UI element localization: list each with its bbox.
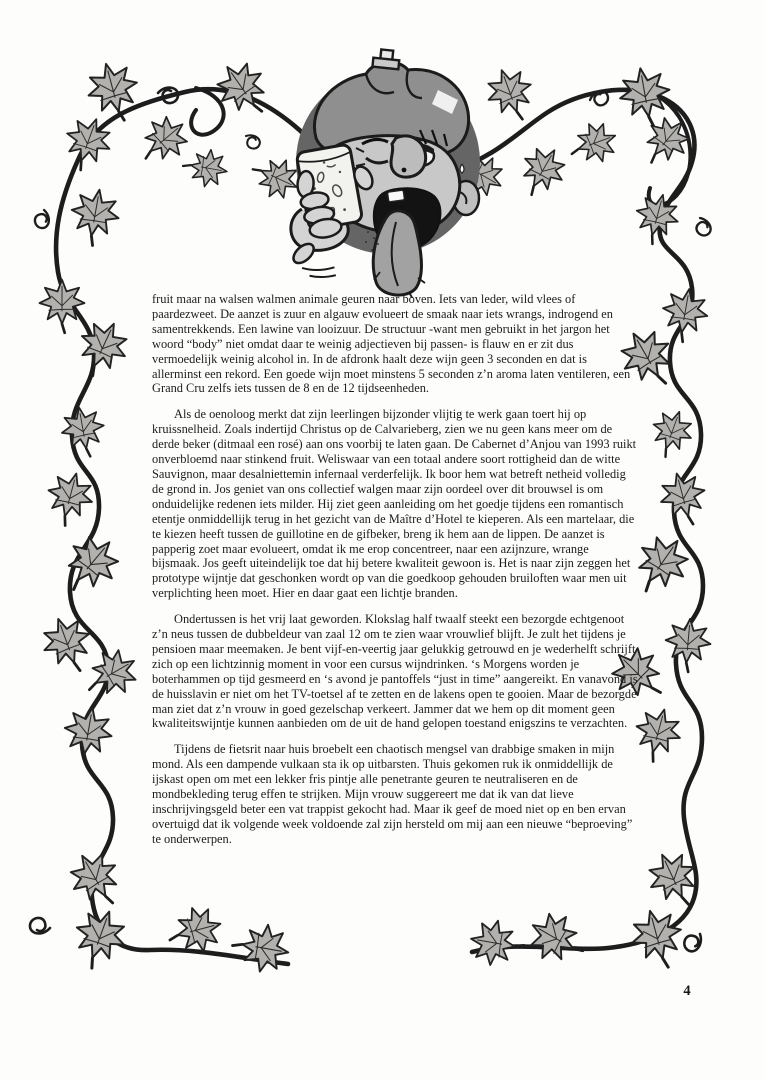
nostril: [402, 168, 407, 173]
ivy-leaf-icon: [66, 186, 123, 249]
ivy-leaf-icon: [658, 285, 712, 345]
ivy-leaf-icon: [521, 905, 593, 974]
vine-tendril-icon: [681, 929, 704, 954]
article-paragraph-2: Als de oenoloog merkt dat zijn leerlingen bijzonder vlijtig te werk gaan toert hij op kruissnelheid. Zoals indertijd Christus op de Calvarieberg, zien we nu geen kans meer om de derde beker (ditmaal een rosé) aan ons voorbij te laten gaan. De Cabernet d’Anjou van 1993 ruikt onverbloemd naar stinkend fruit. Weliswaar van een totaal andere soort rottigheid dan de witte Sauvignon, maar desalniettemin infernaal verderfelijk. Ik boor hem wat betreft netheid volledig de grond in. Jos geniet van ons collectief walgen maar zijn oordeel over dit brouwsel is om onduidelijke redenen iets milder. Hij ziet geen aanleiding om het goedje tijdens een romantisch etentje onmiddellijk terug in het gezicht van de Maître d’Hotel te kieperen. Als een martelaar, die te kiezen heeft tussen de guillotine en de gifbeker, breng ik hem aan de lippen. De aanzet is papperig zoet maar evolueert, omdat ik me erop concentreer, naar een azijnzure, wrange bijsmaak. Jos geeft uiteindelijk toe dat hij betere kwaliteit gewoon is. Het is naar zijn zeggen het prototype wijntje dat geschonken wordt op van die goedkoop gehouden bruiloften waar men uit verplichting heen moet. Hier en daar gaat een lichtje branden.: [152, 407, 637, 601]
ivy-leaf-icon: [663, 617, 712, 674]
ivy-leaf-icon: [52, 526, 128, 603]
ivy-leaf-icon: [58, 404, 109, 461]
ivy-leaf-icon: [66, 903, 133, 976]
vine-loop-top-left: [191, 88, 224, 135]
wine-taster-cartoon-illustration: [270, 46, 510, 298]
article-paragraph-1: fruit maar na walsen walmen animale geuren naar boven. Iets van leder, wild vlees of paardezweet. De aanzet is zuur en algauw evolueert de smaak naar iets wrangs, indrogend en samentrekkends. Een lawine van looizuur. De structuur -want men gebruikt in het jargon het woord “body” niet omdat daar te weinig adjectieven bij passen- is flauw en er zit dus vermoedelijk weinig alcohol in. In de afdronk haalt deze wijn geen 3 seconden en dat is allerminst een rekord. Een goede wijn moet minstens 5 seconden z’n aroma laten ventileren, een Grand Cru zelfs iets tussen de 8 en de 12 tijdseenheden.: [152, 292, 631, 396]
ivy-leaf-icon: [62, 844, 131, 916]
ivy-leaf-icon: [511, 139, 573, 204]
motion-lines: [302, 262, 336, 281]
ivy-leaf-icon: [69, 314, 136, 385]
ivy-leaf-icon: [40, 280, 85, 333]
vine-tendril-icon: [242, 132, 262, 151]
beret-stem: [372, 49, 400, 70]
nose: [391, 136, 426, 177]
ivy-leaf-icon: [626, 904, 690, 974]
vine-tendril-icon: [30, 918, 50, 934]
ivy-leaf-icon: [644, 405, 698, 463]
ivy-leaf-icon: [36, 611, 100, 680]
tooth: [387, 190, 404, 202]
vine-tendril-icon: [35, 210, 49, 228]
page-number: 4: [683, 983, 691, 999]
ivy-leaf-icon: [77, 641, 145, 707]
vine-tendril-icon: [692, 216, 713, 239]
ivy-leaf-icon: [180, 145, 230, 190]
article-paragraph-3: Ondertussen is het vrij laat geworden. Klokslag half twaalf steekt een bezorgde echtgenoot z’n neus tussen de dubbeldeur van zaal 12 om te zien waar vrouwlief blijft. Je zult het tijdens je pensioen maar meemaken. Je bent vijf-en-veertig jaar gelukkig getrouwd en je wederhelft schrijft zich op een lichtzinnig moment in voor een cursus wijndrinken. ‘s Morgens worden je boterhammen op tijd gesmeerd en ‘s avond je pantoffels “just in time” aangereikt. En vanavond is de huisslavin er niet om het TV-toetsel af te zetten en de lakens open te gooien. Maar de bezorgde man ziet dat z’n vrouw in goed gezelschap verkeert. Jammer dat we hem op dit moment geen kwaliteitswijntje kunnen aanbieden om de uit de hand gelopen toestand enigszins te verzachten.: [152, 612, 638, 731]
ivy-leaf-icon: [564, 117, 622, 171]
ivy-leaf-icon: [229, 919, 292, 976]
ivy-leaf-icon: [131, 108, 197, 173]
ivy-leaf-icon: [467, 917, 527, 971]
article-paragraph-4: Tijdens de fietsrit naar huis broebelt een chaotisch mengsel van drabbige smaken in mijn mond. Als een dampende vulkaan sta ik op uitbarsten. Thuis gekomen ruk ik onmiddellijk de ijskast open om met een lekker fris pintje alle penetrante geuren te neutraliseren en de mondbekleding terug effen te strijken. Mijn vrouw suggereert me dat ik van dat lieve inschrijvingsgeld beter een vat trappist gekocht had. Maar ik geef de moed niet op en ben ervan overtuigd dat ik volgende week voldoende zal zijn hersteld om mij aan een nieuwe “beproeving” te onderwerpen.: [152, 742, 633, 846]
article-text: [152, 292, 638, 847]
